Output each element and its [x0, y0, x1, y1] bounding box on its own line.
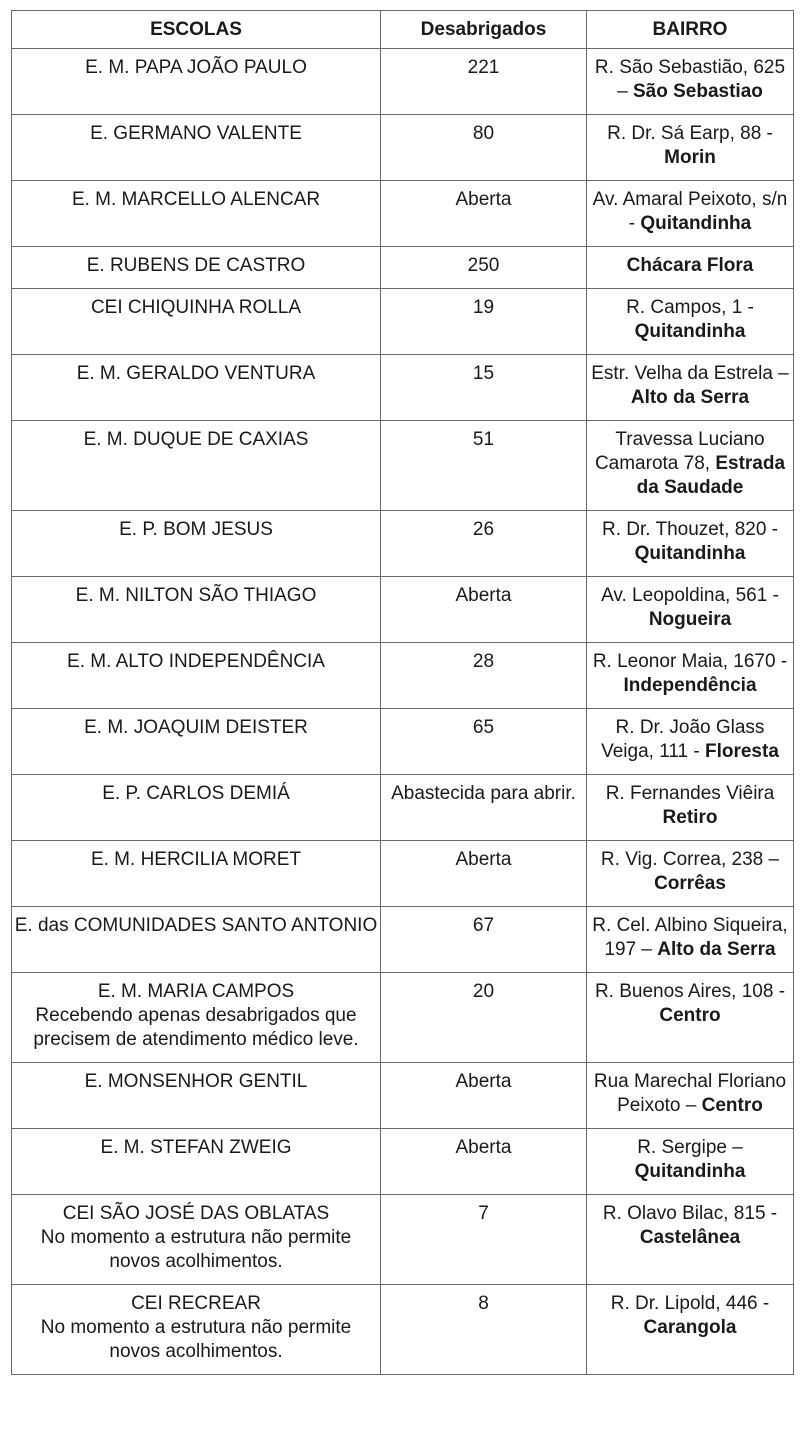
table-row — [12, 1195, 794, 1285]
table-row — [12, 643, 794, 709]
address-text: R. Vig. Correa, 238 – — [600, 849, 780, 870]
bairro-cell — [587, 1063, 794, 1129]
bairro-name: Alto da Serra — [657, 939, 776, 960]
school-name: CEI SÃO JOSÉ DAS OBLATAS — [62, 1203, 330, 1224]
school-name: E. M. MARIA CAMPOS — [97, 981, 295, 1002]
school-cell — [12, 973, 381, 1063]
desabrigados-cell: 221 — [381, 49, 587, 115]
bairro-name: Centro — [659, 1005, 721, 1026]
address-text: R. Leonor Maia, 1670 - — [592, 651, 788, 672]
bairro-cell — [587, 775, 794, 841]
school-name: E. M. JOAQUIM DEISTER — [84, 717, 308, 738]
address-text: R. Dr. Thouzet, 820 - — [601, 519, 778, 540]
address-text: Estr. Velha da Estrela – — [591, 363, 789, 384]
bairro-name: Estrada da Saudade — [636, 453, 786, 498]
bairro-name: Morin — [664, 147, 716, 168]
desabrigados-cell: 8 — [381, 1285, 587, 1375]
bairro-cell — [587, 289, 794, 355]
school-name: E. P. BOM JESUS — [119, 519, 273, 540]
table-row — [12, 49, 794, 115]
school-name: E. MONSENHOR GENTIL — [84, 1071, 308, 1092]
table-row — [12, 973, 794, 1063]
bairro-cell — [587, 841, 794, 907]
table-row — [12, 1285, 794, 1375]
bairro-name: Carangola — [643, 1317, 737, 1338]
table-row — [12, 775, 794, 841]
school-name: E. M. GERALDO VENTURA — [76, 363, 316, 384]
address-text: R. Dr. Lipold, 446 - — [610, 1293, 770, 1314]
table-row — [12, 511, 794, 577]
desabrigados-cell: 15 — [381, 355, 587, 421]
header-bairro: BAIRRO — [587, 11, 794, 49]
school-cell — [12, 1063, 381, 1129]
table-row — [12, 709, 794, 775]
desabrigados-cell: 20 — [381, 973, 587, 1063]
bairro-cell — [587, 1285, 794, 1375]
desabrigados-cell: 51 — [381, 421, 587, 511]
desabrigados-cell: 250 — [381, 247, 587, 289]
desabrigados-cell: Aberta — [381, 577, 587, 643]
address-text: R. Dr. João Glass Veiga, 111 - — [601, 717, 765, 762]
school-name: CEI CHIQUINHA ROLLA — [90, 297, 302, 318]
desabrigados-cell: 19 — [381, 289, 587, 355]
table-row — [12, 247, 794, 289]
school-cell — [12, 511, 381, 577]
bairro-cell — [587, 355, 794, 421]
school-name: E. P. CARLOS DEMIÁ — [102, 783, 290, 804]
bairro-cell — [587, 1129, 794, 1195]
bairro-name: Quitandinha — [634, 1161, 746, 1182]
school-note: No momento a estrutura não permite novos acolhimentos. — [40, 1317, 352, 1362]
shelter-table-container — [11, 10, 794, 1375]
school-name: CEI RECREAR — [131, 1293, 261, 1314]
desabrigados-cell: 65 — [381, 709, 587, 775]
desabrigados-cell: 28 — [381, 643, 587, 709]
bairro-name: Centro — [701, 1095, 763, 1116]
address-text: Rua Marechal Floriano Peixoto – — [593, 1071, 787, 1116]
address-text: R. Campos, 1 - — [626, 297, 754, 318]
school-name: E. GERMANO VALENTE — [90, 123, 302, 144]
school-cell — [12, 907, 381, 973]
table-row — [12, 577, 794, 643]
desabrigados-cell: Aberta — [381, 1129, 587, 1195]
school-name: E. RUBENS DE CASTRO — [86, 255, 306, 276]
table-row — [12, 355, 794, 421]
school-cell — [12, 1129, 381, 1195]
bairro-name: Retiro — [662, 807, 718, 828]
table-row — [12, 115, 794, 181]
desabrigados-cell: Aberta — [381, 181, 587, 247]
school-name: E. M. ALTO INDEPENDÊNCIA — [67, 651, 325, 672]
desabrigados-cell: Aberta — [381, 841, 587, 907]
bairro-cell — [587, 1195, 794, 1285]
address-text: Travessa Luciano Camarota 78, — [594, 429, 765, 474]
school-cell — [12, 643, 381, 709]
table-row — [12, 907, 794, 973]
school-name: E. M. PAPA JOÃO PAULO — [85, 57, 307, 78]
bairro-name: Independência — [623, 675, 757, 696]
school-cell — [12, 577, 381, 643]
school-cell — [12, 181, 381, 247]
table-header-row — [12, 11, 794, 49]
address-text: R. São Sebastião, 625 – — [594, 57, 786, 102]
school-name: E. M. STEFAN ZWEIG — [100, 1137, 292, 1158]
school-note: No momento a estrutura não permite novos acolhimentos. — [40, 1227, 352, 1272]
bairro-cell — [587, 181, 794, 247]
address-text: R. Buenos Aires, 108 - — [594, 981, 786, 1002]
bairro-name: Nogueira — [648, 609, 732, 630]
school-cell — [12, 355, 381, 421]
school-name: E. M. DUQUE DE CAXIAS — [83, 429, 309, 450]
school-cell — [12, 289, 381, 355]
bairro-name: Corrêas — [654, 873, 726, 894]
desabrigados-cell: Aberta — [381, 1063, 587, 1129]
bairro-name: Alto da Serra — [630, 387, 750, 408]
address-text: R. Fernandes Viêira — [605, 783, 775, 804]
address-text: R. Cel. Albino Siqueira, 197 – — [592, 915, 788, 960]
bairro-name: Castelânea — [639, 1227, 741, 1248]
address-text: Av. Leopoldina, 561 - — [601, 585, 779, 606]
school-name: E. M. HERCILIA MORET — [90, 849, 302, 870]
shelter-table — [11, 10, 794, 1375]
desabrigados-cell: 67 — [381, 907, 587, 973]
bairro-cell — [587, 907, 794, 973]
bairro-name: Quitandinha — [640, 213, 752, 234]
bairro-cell — [587, 973, 794, 1063]
address-text: R. Sergipe – — [637, 1137, 743, 1158]
table-row — [12, 181, 794, 247]
school-name: E. M. NILTON SÃO THIAGO — [75, 585, 317, 606]
table-row — [12, 289, 794, 355]
school-cell — [12, 1285, 381, 1375]
school-cell — [12, 841, 381, 907]
school-cell — [12, 775, 381, 841]
bairro-cell — [587, 709, 794, 775]
school-cell — [12, 115, 381, 181]
bairro-cell — [587, 643, 794, 709]
school-name: E. das COMUNIDADES SANTO ANTONIO — [14, 915, 378, 936]
bairro-name: Floresta — [704, 741, 779, 762]
address-text: Av. Amaral Peixoto, s/n - — [592, 189, 788, 234]
school-name: E. M. MARCELLO ALENCAR — [71, 189, 321, 210]
bairro-cell — [587, 421, 794, 511]
school-cell — [12, 247, 381, 289]
school-cell — [12, 1195, 381, 1285]
table-row — [12, 1129, 794, 1195]
desabrigados-cell: 26 — [381, 511, 587, 577]
bairro-name: São Sebastiao — [632, 81, 763, 102]
address-text: R. Olavo Bilac, 815 - — [602, 1203, 778, 1224]
table-row — [12, 1063, 794, 1129]
school-note: Recebendo apenas desabrigados que precisem de atendimento médico leve. — [33, 1005, 359, 1050]
bairro-cell — [587, 247, 794, 289]
table-row — [12, 421, 794, 511]
header-desabrigados: Desabrigados — [381, 11, 587, 49]
bairro-name: Quitandinha — [634, 543, 746, 564]
bairro-cell — [587, 511, 794, 577]
bairro-cell — [587, 49, 794, 115]
school-cell — [12, 49, 381, 115]
table-row — [12, 841, 794, 907]
bairro-cell — [587, 115, 794, 181]
header-escolas: ESCOLAS — [12, 11, 381, 49]
desabrigados-cell: 7 — [381, 1195, 587, 1285]
school-cell — [12, 709, 381, 775]
bairro-name: Chácara Flora — [626, 255, 754, 276]
school-cell — [12, 421, 381, 511]
desabrigados-cell: 80 — [381, 115, 587, 181]
address-text: R. Dr. Sá Earp, 88 - — [607, 123, 773, 144]
desabrigados-cell: Abastecida para abrir. — [381, 775, 587, 841]
bairro-cell — [587, 577, 794, 643]
bairro-name: Quitandinha — [634, 321, 746, 342]
